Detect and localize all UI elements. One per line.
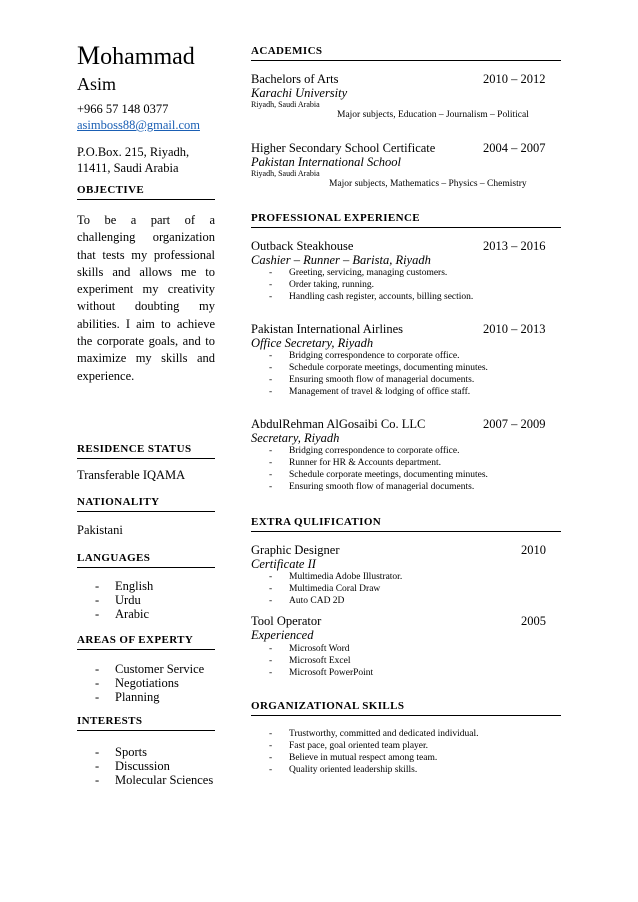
degree-institution: Pakistan International School [251,155,401,169]
org-skills-heading: ORGANIZATIONAL SKILLS [251,700,561,716]
nationality-heading: NATIONALITY [77,496,215,512]
job-company: AbdulRehman AlGosaibi Co. LLC [251,417,426,431]
list-item: - Arabic [77,607,153,621]
list-item: - Quality oriented leadership skills. [251,764,479,776]
job-role: Office Secretary, Riyadh [251,336,374,350]
degree-dates: 2010 – 2012 [483,72,546,86]
degree-institution: Karachi University [251,86,348,100]
list-item: - Handling cash register, accounts, billing section. [251,291,473,303]
list-item: - Customer Service [77,662,204,676]
list-item: - Bridging correspondence to corporate office. [251,350,488,362]
list-item: - Molecular Sciences [77,773,213,787]
degree-title: Bachelors of Arts [251,72,339,86]
job-duties [251,350,488,398]
interests-heading: INTERESTS [77,715,215,731]
phone: +966 57 148 0377 [77,102,169,116]
org-skills-list [251,728,479,776]
objective-heading: OBJECTIVE [77,184,215,200]
list-item: - Negotiations [77,676,204,690]
list-item: - Planning [77,690,204,704]
list-item: - Auto CAD 2D [251,595,402,607]
job-role: Secretary, Riyadh [251,431,340,445]
qualification-year: 2005 [521,614,546,628]
last-name: Asim [77,74,117,94]
experience-heading: PROFESSIONAL EXPERIENCE [251,212,561,228]
qualification-level: Certificate II [251,557,316,571]
qualification-title: Tool Operator [251,614,322,628]
interests-list [77,745,213,787]
job-dates: 2013 – 2016 [483,239,546,253]
job-dates: 2010 – 2013 [483,322,546,336]
qualification-level: Experienced [251,628,314,642]
degree-dates: 2004 – 2007 [483,141,546,155]
list-item: - Greeting, servicing, managing customers. [251,267,473,279]
list-item: - English [77,579,153,593]
list-item: - Trustworthy, committed and dedicated individual. [251,728,479,740]
degree-detail: Major subjects, Education – Journalism – Political [337,110,529,120]
expertise-heading: AREAS OF EXPERTY [77,634,215,650]
first-name-rest: ohammad [100,44,195,70]
list-item: - Discussion [77,759,213,773]
list-item: - Ensuring smooth flow of managerial documents. [251,481,488,493]
first-name [77,42,195,71]
list-item: - Schedule corporate meetings, documenting minutes. [251,469,488,481]
name-block [77,42,195,95]
degree-location: Riyadh, Saudi Arabia [251,169,320,178]
list-item: - Microsoft Excel [251,655,373,667]
expertise-list [77,662,204,704]
list-item: - Fast pace, goal oriented team player. [251,740,479,752]
objective-text: To be a part of a challenging organization that tests my professional skills and allows me to experiment my creativity without doubting my abilities. I aim to achieve the corporate goals, and to maximize my skills and experience. [77,213,215,383]
address-line-2: 11411, Saudi Arabia [77,161,179,175]
qualification-year: 2010 [521,543,546,557]
first-name-initial: M [77,41,101,70]
job-company: Pakistan International Airlines [251,322,404,336]
languages-heading: LANGUAGES [77,552,215,568]
residence-value: Transferable IQAMA [77,468,186,482]
list-item: - Order taking, running. [251,279,473,291]
list-item: - Sports [77,745,213,759]
email-link[interactable]: asimboss88@gmail.com [77,118,200,132]
job-dates: 2007 – 2009 [483,417,546,431]
languages-list [77,579,153,621]
list-item: - Management of travel & lodging of office staff. [251,386,488,398]
degree-location: Riyadh, Saudi Arabia [251,100,320,109]
nationality-value: Pakistani [77,523,123,537]
list-item: - Microsoft Word [251,643,373,655]
list-item: - Urdu [77,593,153,607]
degree-title: Higher Secondary School Certificate [251,141,436,155]
degree-detail: Major subjects, Mathematics – Physics – Chemistry [329,179,527,189]
residence-heading: RESIDENCE STATUS [77,443,215,459]
list-item: - Multimedia Coral Draw [251,583,402,595]
address-line-1: P.O.Box. 215, Riyadh, [77,145,190,159]
list-item: - Runner for HR & Accounts department. [251,457,488,469]
qualification-items [251,643,373,679]
list-item: - Multimedia Adobe Illustrator. [251,571,402,583]
extra-heading: EXTRA QULIFICATION [251,516,561,532]
job-role: Cashier – Runner – Barista, Riyadh [251,253,431,267]
academics-heading: ACADEMICS [251,45,561,61]
list-item: - Schedule corporate meetings, documenting minutes. [251,362,488,374]
qualification-title: Graphic Designer [251,543,340,557]
list-item: - Bridging correspondence to corporate office. [251,445,488,457]
list-item: - Believe in mutual respect among team. [251,752,479,764]
list-item: - Microsoft PowerPoint [251,667,373,679]
job-duties [251,267,473,303]
job-duties [251,445,488,493]
job-company: Outback Steakhouse [251,239,354,253]
qualification-items [251,571,402,607]
list-item: - Ensuring smooth flow of managerial documents. [251,374,488,386]
